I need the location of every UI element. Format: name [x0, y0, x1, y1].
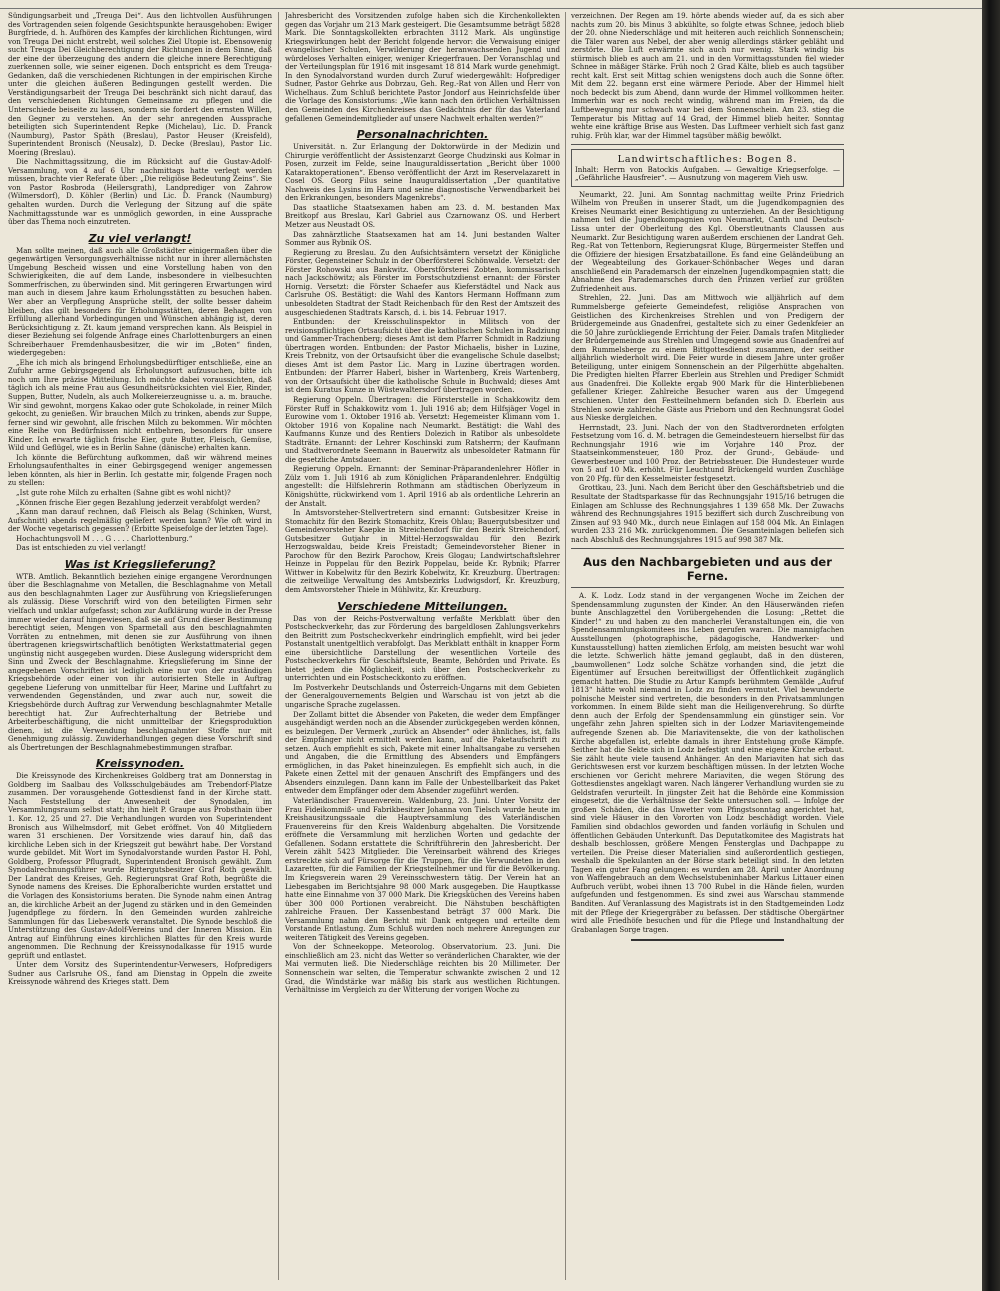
headline-kriegslieferung: Was ist Kriegslieferung?: [64, 557, 216, 571]
article-text: WTB. Amtlich. Bekanntlich beziehen einige ergangene Verordnungen über die Beschlagnahme von Metallen, die Beschlagnahme von Metall aus den beschlagnahmten Lager zur Ausführung von Kriegslieferungen als zulässig. Diese Vorschrift wird von den beteiligten Firmen sehr vielfach und unklar aufgefasst; schon zur Aufklärung wurde in der Presse immer wieder darauf hingewiesen, daß sie auf Grund dieser Bestimmung berechtigt seien, Mengen von Sparmetall aus den beschlagnahmten Vorräten zu entnehmen, mit denen sie zur Ausführung von ihnen übertragenen kriegswirtschaftlich benötigten Werkstattmaterial gegen ungünstig nicht ausgegeben wurden. Diese Auslegung widerspricht dem Sinn und Zweck der Beschlagnahme. Kriegslieferung im Sinne der angegebenen Vorschriften ist lediglich eine nur von der zuständigen Kriegsbehörde oder einer von ihr autorisierten Stelle in Auftrag gegebene Lieferung von unmittelbar für Heer, Marine und Luftfahrt zu verwendenden Gegenständen, und zwar auch nur, soweit die Kriegsbehörde durch Auftrag zur Verwendung beschlagnahmter Metalle berechtigt hat. Zur Aufrechterhaltung der Betriebe und Arbeiterbeschäftigung, die nicht unmittelbar der Kriegsproduktion dienen, ist die Verwendung beschlagnahmter Stoffe nur mit Genehmigung zulässig. Zuwiderhandlungen gegen diese Vorschrift sind als Übertretungen der Beschlagnahmebestimmungen strafbar.: [8, 571, 272, 752]
column-divider: [278, 12, 279, 1280]
section-rule: [571, 587, 844, 588]
article-text: Entbunden: der Kreisschulinspektor in Militsch von der revisionspflichtigen Ortsaufsicht über die katholischen Schulen in Radziung und Gammer-Trachenberg; dieses Amt ist dem Pfarrer Schmidt in Radziung übertragen worden. Entbunden: der Pastor Michaelis, bisher in Luzine, Kreis Trebnitz, von der Ortsaufsicht über die evangelische Schule daselbst; dieses Amt ist dem Pastor Lic. Marg in Luzine übertragen worden. Entbunden: der Pfarrer Haberl, bisher in Wartenberg, Kreis Wartenberg, von der Ortsaufsicht über die katholische Schule in Buchwald; dieses Amt ist dem Kuratus Kunze in Wüstewaltersdorf übertragen worden.: [285, 317, 560, 395]
article-text: „Ist gute rohe Milch zu erhalten (Sahne gibt es wohl nicht)?: [16, 487, 231, 497]
article-text: Das ist entschieden zu viel verlangt!: [16, 543, 147, 553]
supplement-box: [571, 149, 844, 187]
column-divider: [565, 12, 566, 1280]
article-text: Regierung zu Breslau. Zu den Aufsichtsämtern versetzt der Königliche Förster, Gegensteiner Schulz in der Oberförsterei Schönwalde. Versetzt: der Förster Rohowski aus Bankwitz. Oberstförsterei Zobten, kommissarisch nach Jackschöwitz; als Förster im Forstschutzdienst ernannt: der Förster Hornig. Versetzt: die Förster Schaefer aus Kieferstädtel und Nack aus Carlsruhe OS. Bestätigt: die Wahl des Kantors Hermann Hoffmann zum unbesoldeten Stadtrat der Stadt Reichenbach für den Rest der Amtszeit des ausgeschiedenen Stadtrats Karsch, d. i. bis 14. Februar 1917.: [285, 247, 560, 317]
article-text: Grottkau, 23. Juni. Nach dem Bericht über den Geschäftsbetrieb und die Resultate der Stadtsparkasse für das Rechnungsjahr 1915/16 betrugen die Einlagen am Schlusse des Rechnungsjahres 1 139 658 Mk. Der Zuwachs während des Rechnungsjahres 1915 beziffert sich durch Zuschreibung von Zinsen auf 93 940 Mk., durch neue Einlagen auf 158 004 Mk. An Einlagen wurden 233 216 Mk. zurückgenommen. Die Gesamteinlagen beliefen sich nach Abschluß des Rechnungsjahres 1915 auf 998 387 Mk.: [571, 483, 844, 544]
end-rule: [631, 939, 784, 941]
article-text: Regierung Oppeln. Übertragen: die Försterstelle in Schakkowitz dem Förster Ruff in Schakkowitz vom 1. Juli 1916 ab; dem Hilfsjäger Vogel in Eurowine vom 1. Oktober 1916 ab. Versetzt: Hegemeister Klimann vom 1. Oktober 1916 von Kopaline nach Neumarkt. Bestätigt: die Wahl des Kaufmanns Kunze und des Rentiers Dolezich in Ratibor als unbesoldete Stadträte. Ernannt: der Lehrer Koschinski zum Ratsherrn; der Kaufmann und Stadtverordnete Seemann in Bauerwitz als unbesoldeter Ratmann für die gesetzliche Amtsdauer.: [285, 394, 560, 464]
headline-zu-viel-verlangt: Zu viel verlangt!: [88, 231, 192, 245]
article-text: „Können frische Eier gegen Bezahlung jederzeit verabfolgt werden?: [16, 497, 261, 507]
article-text: Regierung Oppeln. Ernannt: der Seminar-Präparandenlehrer Höfler in Zülz vom 1. Juli 1916 ab zum Königlichen Präparandenlehrer. Endgültig angestellt: die Hilfslehrerin Rothmann am städtischen Oberlyzeum in Königshütte, rückwirkend vom 1. April 1916 ab als ordentliche Lehrerin an der Anstalt.: [285, 464, 560, 508]
article-text: verzeichnen. Der Regen am 19. hörte abends wieder auf, da es sich aber nachts zum 20. bis Minus 3 abkühlte, so folgte etwas Schnee, jedoch blieb der 20. ohne Niederschläge und mit heiteren auch reichlich Sonnenschein; die Täler waren aus Nebel, der aber wenig allerdings stärker gebläht und zerstörte. Die Luft erwärmte sich auch nur wenig. Stark windig bis stürmisch blieb es auch am 21. und in den Vormittagsstunden fiel wieder Schnee in mäßiger Stärke. Früh noch 2 Grad Kälte, blieb es auch tagsüber recht kalt. Erst seit Mittag schien wenigstens doch auch die Sonne öfter. Mit dem 22. begann erst eine wärmere Periode. Aber der Himmel hielt noch bedeckt bis zum Abend, dann wurde der Himmel vollkommen heiter. Immerhin war es noch recht windig, während man im Freien, da die Luftbewegung nur schwach war bei dem Sonnenschein. Am 23. stieg die Temperatur bis Mittag auf 14 Grad, der Himmel blieb heiter. Sonntag wehte eine kräftige Brise aus Westen. Das Luftmeer verhielt sich fast ganz ruhig. Früh klar, war der Himmel tagsüber mäßig bewölkt.: [571, 12, 844, 140]
column-3: [571, 12, 844, 1282]
top-rule: [0, 8, 982, 9]
article-text: Unter dem Vorsitz des Superintendentur-Verwesers, Hofpredigers Sudner aus Carlsruhe OS., fand am Dienstag in Oppeln die zweite Kreissynode während des Krieges statt. Dem: [8, 960, 272, 987]
article-text: „Kann man darauf rechnen, daß Fleisch als Belag (Schinken, Wurst, Aufschnitt) abends regelmäßig geliefert werden kann? Wie oft wird in der Woche vegetarisch gegessen? (Erbitte Speisefolge der letzten Tage).: [8, 507, 272, 534]
article-text: Neumarkt, 22. Juni. Am Sonntag nachmittag weilte Prinz Friedrich Wilhelm von Preußen in unserer Stadt, um die Jugendkompagnien des Kreises Neumarkt einer Besichtigung zu unterziehen. An der Besichtigung nahmen teil die Jugendkompagnien von Neumarkt, Canth und Deutsch-Lissa unter der Oberleitung des Kgl. Oberstleutnants Claussen aus Neumarkt. Zur Besichtigung waren außerdem erschienen der Landrat Geh. Reg.-Rat von Tettenborn, Regierungsrat Kluge, Bürgermeister Steffen und die Offiziere der hiesigen Ersatzbataillone. Es fand eine Geländeübung an der Wegeabteilung des Gorkauer-Schönbacher Weges und daran anschließend ein Parademarsch der einzelnen Jugendkompagnien statt; die Abnahme des Parademarsches durch den Prinzen verlief zur größten Zufriedenheit aus.: [571, 189, 844, 293]
headline-nachbargebiete: Aus den Nachbargebieten und aus der Ferne.: [583, 555, 832, 584]
article-text: Die Kreissynode des Kirchenkreises Goldberg trat am Donnerstag in Goldberg im Saalbau des Volksschulgebäudes am Trebendorf-Platze zusammen. Der vorausgehende Gottesdienst fand in der Kirche statt. Nach Feststellung der Anwesenheit der Synodalen, im Versammlungsraum selbst statt; ihn hielt P. Graupe aus Probsthain über 1. Kor. 12, 25 und 27. Die Verhandlungen wurden von Superintendent Bronisch aus Wilhelmsdorf, mit Gebet eröffnet. Von 40 Mitgliedern waren 31 erschienen. Der Vorsitzende wies darauf hin, daß das kirchliche Leben sich in der Kriegszeit gut bewährt habe. Der Vorstand wurde gebildet. Mit Wort im Synodalvorstande wurden Pastor H. Pohl, Goldberg, Professor Pflugradt, Superintendent Bronisch gewählt. Zum Synodalrechnungsführer wurde Rittergutsbesitzer Graf Roth gewählt. Der Landrat des Kreises, Geh. Regierungsrat Graf Roth, begrüßte die Synode namens des Kreises. Die Ephoralberichte wurden erstattet und die Vorlagen des Konsistoriums beraten. Die Synode nahm einen Antrag an, die kirchliche Arbeit an der Jugend zu stärken und in den Gemeinden Jugendpflege zu fördern. In den Gemeinden wurden zahlreiche Sammlungen für das Liebeswerk veranstaltet. Die Synode beschloß die Unterstützung des Gustav-Adolf-Vereins und der Inneren Mission. Ein Antrag auf Einführung eines kirchlichen Blattes für den Kreis wurde angenommen. Die Rechnung der Kreissynodalkasse für 1915 wurde geprüft und entlastet.: [8, 771, 272, 960]
section-rule: [571, 548, 844, 549]
article-text: A. K. Lodz. Lodz stand in der vergangenen Woche im Zeichen der Spendensammlung zugunsten der Kinder. An den Häuserwänden riefen bunte Anschlagzettel den Vorübergehenden die Losung: „Rettet die Kinder!“ zu und haben zu den mancherlei Veranstaltungen ein, die von Spendensammlungskomitees ins Leben gerufen waren. Die mannigfachen Ausstellungen (photographische, pädagogische, Handwerker- und Kunstausstellung) hatten ziemlichen Erfolg, am meisten besucht war wohl die letzte. Schwerlich hätte jemand geglaubt, daß in den düsteren, „baumwollenen“ Lodz solche Schätze vorhanden sind, die jetzt die Eigentümer auf Ersuchen bereitwilligst der Öffentlichkeit zugänglich gemacht hatten. Die Studie zu Artur Kampfs berühmtem Gemälde „Aufruf 1813“ hätte wohl niemand in Lodz zu finden vermutet. Viel bewunderte polnische Meister sind vertreten, die besonders in den Privatsammlungen vorkommen. In einem Bilde sieht man die Heiligenverehrung. So dürfte denn auch der Erfolg der Spendensammlung ein günstiger sein. Vor ungefähr zehn Jahren spielten sich in der Lodzer Mariavitengemeinde aufregende Szenen ab. Die Mariavitensekte, die von der katholischen Kirche abgefallen ist, erlebte damals in ihrer Entstehung große Kämpfe. Seither hat die Sekte sich in Lodz befestigt und eine eigene Kirche erbaut. Sie zählt heute viele tausend Anhänger. An den Mariaviten hat sich das Gerichtswesen erst vor kurzem beschäftigen müssen. In der letzten Woche erschienen vor Gericht mehrere Mariaviten, die wegen Störung des Gottesdienstes angeklagt waren. Nach längerer Verhandlung wurden sie zu Geldstrafen verurteilt. In jüngster Zeit hat die Behörde eine Kommission eingesetzt, die die Verhältnisse der Sekte untersuchen soll. — Infolge der großen Schäden, die das Unwetter vom Pfingstsonntag angerichtet hat, sind viele Häuser in den Vororten von Lodz beschädigt worden. Viele Familien sind obdachlos geworden und fanden vorläufig in Schulen und öffentlichen Gebäuden Unterkunft. Das Deputatkomitee des Magistrats hat deshalb beschlossen, größere Mengen Fensterglas und Dachpappe zu verteilen. Die Preise dieser Materialien sind außerordentlich gestiegen, weshalb die Spekulanten an der Börse stark beteiligt sind. In den letzten Tagen ein guter Fang gelungen: es wurden am 28. April unter Anordnung von Waffengebrauch an dem Wechselstubeninhaber Markus Littauer einen Aufbruch verübt, wobei ihnen 13 700 Rubel in die Hände fielen, wurden aufgefunden und festgenommen. Es sind zwei aus Warschau stammende Banditen. Auf Veranlassung des Magistrats ist in den Stadtgemeinden Lodz mit der Pflege der Kriegergräber zu befassen. Der städtische Obergärtner wird alle Friedhöfe besuchen und für die Pflege und Instandhaltung der Grabanlagen Sorge tragen.: [571, 591, 844, 934]
column-2: [285, 12, 560, 1282]
supplement-contents: Inhalt: Herrn von Batockis Aufgaben. — Gewaltige Kriegserfolge. — „Gefährliche Hausfreier“. — Ausnutzung von magerem Vieh usw.: [575, 164, 840, 183]
article-text: Das von der Reichs-Postverwaltung verfaßte Merkblatt über den Postscheckverkehr, das zur Förderung des bargeldlosen Zahlungsverkehrs den Beitritt zum Postscheckverkehr eindringlich empfiehlt, wird bei jeder Postanstalt unentgeltlich verabfolgt. Das Merkblatt enthält in knapper Form eine übersichtliche Darstellung der wesentlichen Vorteile des Postscheckverkehrs für Geschäftsleute, Beamte, Behörden und Private. Es bietet jedem die Möglichkeit, sich über den Postscheckverkehr zu unterrichten und ein Postscheckkonto zu eröffnen.: [285, 613, 560, 683]
article-text: Das zahnärztliche Staatsexamen hat am 14. Juni bestanden Walter Sommer aus Rybnik OS.: [285, 229, 560, 248]
article-text: Universität. n. Zur Erlangung der Doktorwürde in der Medizin und Chirurgie veröffentlicht der Assistenzarzt George Chudzinski aus Kolmar in Posen, zurzeit im Felde, seine Inauguraldissertation „Bericht über 1000 Kataraktoperationen“. Ebenso veröffentlicht der Arzt im Reservelazarett in Cosel OS. Georg Filus seine Inauguraldissertation „Der quantitative Nachweis des Lysins im Harn und seine diagnostische Verwendbarkeit bei den Erkrankungen, besonders Magenkrebs“.: [285, 142, 560, 203]
article-text: Hochachtungsvoll M . . . G . . . . Charlottenburg.“: [16, 533, 193, 543]
page-binding-edge: [982, 0, 1000, 1291]
article-text: In Amtsvorsteher-Stellvertretern sind ernannt: Gutsbesitzer Kreise in Stomachitz für den Bezirk Stomachitz, Kreis Ohlau; Bauergutsbesitzer und Gemeindevorsteher Kaepke in Streichendorf für den Bezirk Streichendorf, Gutsbesitzer Gutjahr in Mittel-Herzogswaldau für den Bezirk Herzogswaldau, beide Kreis Freistadt; Gemeindevorsteher Biener in Parochow für den Bezirk Parochow, Kreis Glogau; Landwirtschaftslehrer Heinze in Poppelau für den Bezirk Poppelau, beide Kr. Rybnik; Pfarrer Wittwer in Kobelwitz für den Bezirk Kobelwitz, Kr. Kreuzburg. Übertragen: die zeitweilige Verwaltung des Amtsbezirks Ludwigsdorf, Kr. Kreuzburg, dem Amtsvorsteher Thiele in Mühlwitz, Kr. Kreuzburg.: [285, 508, 560, 594]
article-text: Ich könnte die Befürchtung aufkommen, daß wir während meines Erholungsaufenthaltes in einer Gebirgsgegend weniger angemessen leben könnten, als hier in Berlin. Ich gestatte mir, folgende Fragen noch zu stellen:: [8, 452, 272, 488]
article-text: Sündigungsarbeit und „Treuga Dei“. Aus den lichtvollen Ausführungen des Vortragenden seien folgende Gesichtspunkte herausgehoben: Ewiger Burgfriede, d. h. Aufhören des Kampfes der kirchlichen Richtungen, wird von Treuga Dei nicht erstrebt, weil solches Ziel Utopie ist. Ebensowenig sucht Treuga Dei Gleichberechtigung der Richtungen in dem Sinne, daß der eine der überzeugung des andern die gleiche innere Berechtigung zuerkennen solle, wie seiner eigenen. Doch entspricht es dem Treuga-Gedanken, daß die verschiedenen Richtungen in der empirischen Kirche unter die gleichen äußeren Bedingungen gestellt werden. Die Verständigungsarbeit der Treuga Dei beschränkt sich nicht darauf, das den verschiedenen Richtungen Gemeinsame zu pflegen und die Unterschiede beiseite zu lassen, sondern sie fordert den ernsten Willen, den Gegner zu verstehen. An der sehr anregenden Aussprache beteiligten sich Superintendent Repke (Michelau), Lic. D. Franck (Naumburg), Pastor Späth (Breslau), Pastor Heuser (Kreisfeld), Superintendent Bronisch (Neusalz), D. Decke (Breslau), Pastor Lic. Moering (Breslau).: [8, 12, 272, 157]
supplement-title: Landwirtschaftliches: Bogen 8.: [617, 154, 798, 166]
article-text: Im Postverkehr Deutschlands und Österreich-Ungarns mit dem Gebieten der Generalgouvernements Belgien und Warschau ist von jetzt ab die ungarische Sprache zugelassen.: [285, 682, 560, 710]
article-text: Das staatliche Staatsexamen haben am 23. d. M. bestanden Max Breitkopf aus Breslau, Karl Gabriel aus Czarnowanz OS. und Herbert Metzer aus Neustadt OS.: [285, 202, 560, 230]
article-text: Der Zollamt bittet die Absender von Paketen, die weder dem Empfänger ausgehändigt werden noch an die Absender zurückgegeben werden können, es beizulegen. Der Vermerk „zurück an Absender“ oder ähnliches, ist, falls der Empfänger nicht ermittelt werden kann, auf die Paketaufschrift zu setzen. Auch empfiehlt es sich, Pakete mit einer Inhaltsangabe zu versehen und Angaben, die die Ermittlung des Absenders und Empfängers ermöglichen, in das Paket hineinzulegen. Es empfiehlt sich auch, in die Pakete einen Zettel mit der genauen Anschrift des Empfängers und des Absenders einzulegen. Dann kann im Falle der Unbestellbarkeit das Paket entweder dem Empfänger oder dem Absender zugeführt werden.: [285, 709, 560, 796]
article-text: Von der Schneekoppe. Meteorolog. Observatorium. 23. Juni. Die einschließlich am 23. nicht das Wetter so veränderlichen Charakter, wie der Mai vermuten ließ. Die Niederschläge reichten bis 20 Millimeter. Der Sonnenschein war selten, die Temperatur schwankte zwischen 2 und 12 Grad, die Windstärke war mäßig bis stark aus westlichen Richtungen. Verhältnisse im Vergleich zu der Witterung der vorigen Woche zu: [285, 942, 560, 995]
headline-verschiedene-mitteilungen: Verschiedene Mitteilungen.: [337, 599, 508, 613]
article-text: Die Nachmittagssitzung, die im Rücksicht auf die Gustav-Adolf-Versammlung, von 4 auf 6 Uhr nachmittags hatte verlegt werden müssen, brachte vier Referate über: „Die religiöse Bedeutung Zeins“. Sie von Pastor Rosbroda (Heilersgrath), Landprediger von Zahrow (Wilmersdorf), D. Köhler (Berlin) und Lic. D. Franck (Naumburg) gehalten wurden. Durch die Verlegung der Sitzung auf die späte Nachmittagsstunde war es unmöglich geworden, in eine Aussprache über das Thema noch einzutreten.: [8, 157, 272, 227]
headline-personalnachrichten: Personalnachrichten.: [356, 128, 489, 142]
article-text: Strehlen, 22. Juni. Das am Mittwoch wie alljährlich auf dem Rummelsberge gefeierte Gemeindefest, religiöse Ansprachen von Geistlichen des Kirchenkreises Strehlen und von Predigern der Brüdergemeinde aus Gnadenfrei, gestaltete sich zu einer Gedenkfeier an die 50 Jahre zurückliegende Errichtung der Feier. Damals trafen Mitglieder der Brüdergemeinde aus Strehlen und Umgegend sowie aus Gnadenfrei auf dem Rummelsberge zu einem Bittgottesdienst zusammen, der seither alljährlich wiederholt wird. Die Feier wurde in diesem Jahre unter großer Beteiligung, unter einigem Sonnenschein an der Pilgerhütte abgehalten. Die Predigten hielten Pfarrer Eberlein aus Strehlen und Prediger Schmidt aus Gnadenfrei. Die Kollekte ergab 900 Mark für die Hinterbliebenen gefallener Krieger. Zahlreiche Besucher waren aus der Umgegend erschienen. Unter den Festteilnehmern befanden sich D. Eberlein aus Strehlen sowie zahlreiche Gäste aus Prieborn und den Rechnungsrat Godel aus Nieske dergleichen.: [571, 293, 844, 423]
section-rule: [571, 144, 844, 145]
article-text: Man sollte meinen, daß auch alle Großstädter einigermaßen über die gegenwärtigen Versorgungsverhältnisse nicht nur in ihrer allernächsten Umgebung Bescheid wissen und eine Vorstellung haben von den Schwierigkeiten, die auf dem Lande, insbesondere in vielbesuchten Sommerfrischen, zu überwinden sind. Mit geringeren Erwartungen wird man auch in diesem Jahre kaum Erholungsstätten zu besuchen haben. Wer aber an Verpflegung Ansprüche stellt, der sollte besser daheim bleiben, das gilt besonders für Erholungsstätten, deren Behagen von Erfüllung allerhand Vorbedingungen und Wünschen abhängig ist, deren Berücksichtigung z. Zt. kaum jemand versprechen kann. Als Beispiel in dieser Beziehung sei folgende Anfrage eines Charlottenburgers an einen Schreiberhauer Fremdenhausbesitzer, die wir im „Boten“ finden, wiedergegeben:: [8, 245, 272, 358]
column-1: [8, 12, 272, 1282]
article-text: Herrnstadt, 23. Juni. Nach der von den Stadtverordneten erfolgten Festsetzung vom 16. d. M. betragen die Gemeindesteuern hierselbst für das Rechnungsjahr 1916 wie im Vorjahre 140 Proz. der Staatseinkommensteuer, 180 Proz. der Grund-, Gebäude- und Gewerbesteuer und 100 Proz. der Betriebssteuer. Die Hundesteuer wurde von 5 auf 10 Mk. erhöht. Für Leuchtund Brückengeld wurden Zuschläge von 20 Pfg. für den Kesselmeister festgesetzt.: [571, 422, 844, 483]
article-text: Jahresbericht des Vorsitzenden zufolge haben sich die Kirchenkollekten gegen das Vorjahr um 213 Mark gesteigert. Die Gesamtsumme beträgt 5828 Mark. Die Sonntagskollekten erbrachten 3112 Mark. Als ungünstige Kriegswirkungen hebt der Bericht folgende hervor: die Verwaisung einiger evangelischer Schulen, Verwilderung der heranwachsenden Jugend und würdeloses Verhalten einiger, weniger Kriegerfrauen. Der Voranschlag und der Verteilungsplan für 1916 mit insgesamt 18 814 Mark wurde genehmigt. In den Synodalvorstand wurden durch Zuruf wiedergewählt: Hofprediger Sudner, Pastor Gehrke aus Dobrzau, Geh. Reg.-Rat von Allen und Herr von Wichelhaus. Zum Schluß berichtete Pastor Jondorf aus Heinrichsfelde über die Vorlage des Konsistoriums: „Wie kann nach den örtlichen Verhältnissen den Gemeinden des Kirchenkreises das Gedächtnis der für das Vaterland gefallenen Gemeindemitglieder auf unsere Nachwelt erhalten werden?“: [285, 12, 560, 123]
headline-kreissynoden: Kreissynoden.: [95, 757, 185, 771]
article-text: „Ehe ich mich als bringend Erholungsbedürftiger entschließe, eine an Zufuhr arme Gebirgsgegend als Erholungsort aufzusuchen, bitte ich noch um Ihre präzise Mitteilung. Ich möchte dabei voraussichten, daß täglich ich als meine Frau aus Gesundheitsrücksichten viel Eier, Rinder, Suppen, Butter, Nudeln, als auch Molkereierzeugnisse u. a. m. brauche. Wir sind gewohnt, morgens Kakao oder gute Schokolade, in reiner Milch gekocht, zu genießen. Wir brauchen Milch zu trinken, abends zur Suppe, ferner sind wir gewohnt, alle frischen Milch zu bekommen. Wir möchten eine Reihe von Bedürfnissen nicht entbehren, besonders für unsere Kinder. Ich erwarte täglich frische Eier, gute Butter, Fleisch, Gemüse, Wild und Geflügel, wie es in Berlin Sahne (dänische) erhalten kann.: [8, 357, 272, 453]
article-text: Vaterländischer Frauenverein. Waldenburg, 23. Juni. Unter Vorsitz der Frau Fideikommiß- und Fabrikbesitzer Johanna von Tielsch wurde heute im Kreishausitzungssaale die Hauptversammlung des Vaterländischen Frauenvereins für den Kreis Waldenburg abgehalten. Die Vorsitzende eröffnete die Versammlung mit herzlichen Worten und gedachte der Gefallenen. Sodann erstattete die Schriftführerin den Jahresbericht. Der Verein zählt 5423 Mitglieder. Die Vereinsarbeit während des Krieges erstreckte sich auf Fürsorge für die Truppen, für die Verwundeten in den Lazaretten, für die Familien der Kriegsteilnehmer und für die Bevölkerung. Im Kriegsverein waren 29 Vereinsschwestern tätig. Der Verein hat an Liebesgaben im Berichtsjahre 98 000 Mark ausgegeben. Die Hauptkasse hatte eine Einnahme von 37 000 Mark. Die Kriegsküchen des Vereins haben über 300 000 Portionen verabreicht. Die Nähstuben beschäftigten zahlreiche Frauen. Der Kassenbestand beträgt 37 000 Mark. Die Versammlung nahm den Bericht mit Dank entgegen und erteilte dem Vorstande Entlastung. Zum Schluß wurden noch mehrere Anregungen zur weiteren Tätigkeit des Vereins gegeben.: [285, 796, 560, 942]
